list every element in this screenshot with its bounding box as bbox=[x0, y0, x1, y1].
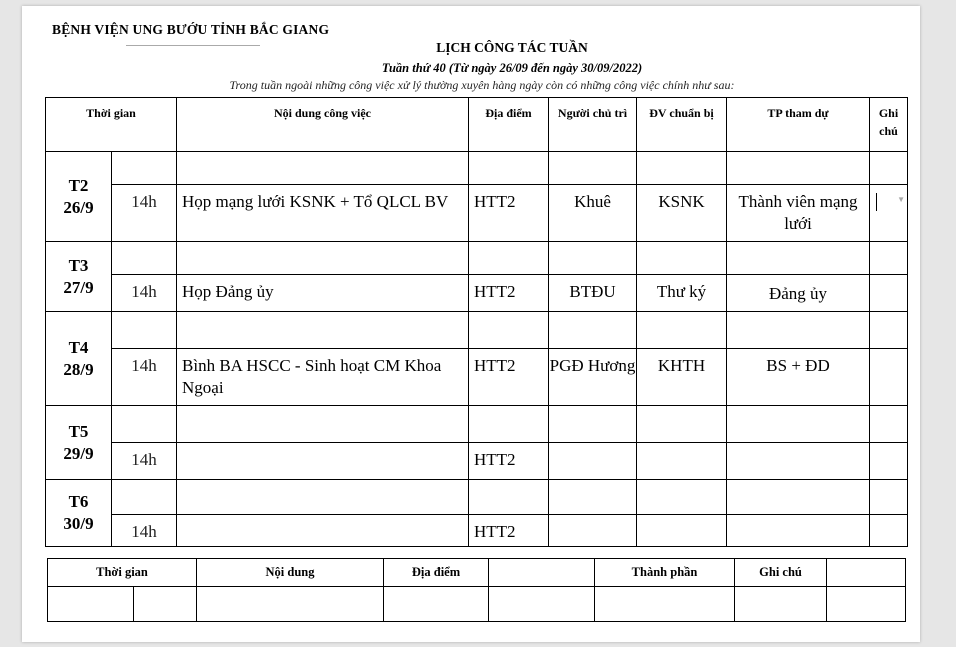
table-cell[interactable] bbox=[549, 242, 637, 275]
place-cell[interactable]: HTT2 bbox=[469, 275, 549, 312]
content-cell[interactable]: Họp mạng lưới KSNK + Tổ QLCL BV bbox=[177, 185, 469, 242]
table-cell[interactable] bbox=[870, 406, 908, 443]
table-cell[interactable] bbox=[197, 587, 384, 622]
table-cell[interactable] bbox=[870, 312, 908, 349]
host-cell[interactable]: PGĐ Hương bbox=[549, 349, 637, 406]
table-cell[interactable] bbox=[870, 480, 908, 515]
header-content[interactable]: Nội dung công việc bbox=[177, 98, 469, 152]
table-row bbox=[46, 152, 908, 185]
table-cell[interactable] bbox=[735, 587, 827, 622]
unit-cell[interactable] bbox=[637, 443, 727, 480]
table-cell[interactable] bbox=[469, 312, 549, 349]
attendees-cell[interactable]: BS + ĐD bbox=[727, 349, 870, 406]
place-cell[interactable]: HTT2 bbox=[469, 443, 549, 480]
table-cell[interactable] bbox=[637, 312, 727, 349]
hospital-name: BỆNH VIỆN UNG BƯỚU TỈNH BẮC GIANG bbox=[52, 22, 330, 37]
host-cell[interactable] bbox=[549, 443, 637, 480]
table-cell[interactable] bbox=[112, 242, 177, 275]
schedule-table bbox=[45, 97, 908, 547]
host-cell[interactable]: Khuê bbox=[549, 185, 637, 242]
table-row bbox=[46, 275, 908, 312]
attendees-cell[interactable]: Đảng ủy bbox=[727, 275, 870, 312]
unit-cell[interactable]: Thư ký bbox=[637, 275, 727, 312]
table-cell[interactable] bbox=[177, 480, 469, 515]
header-attendees[interactable]: TP tham dự bbox=[727, 98, 870, 152]
document-page bbox=[22, 6, 920, 642]
table-cell[interactable] bbox=[177, 406, 469, 443]
note-cell[interactable] bbox=[870, 515, 908, 547]
table-row bbox=[46, 480, 908, 515]
content-cell[interactable]: Bình BA HSCC - Sinh hoạt CM Khoa Ngoại bbox=[177, 349, 469, 406]
table-cell[interactable] bbox=[727, 406, 870, 443]
table-cell[interactable] bbox=[177, 242, 469, 275]
table-row bbox=[48, 587, 906, 622]
table-cell[interactable] bbox=[177, 312, 469, 349]
table-cell[interactable] bbox=[384, 587, 489, 622]
content-cell[interactable] bbox=[177, 443, 469, 480]
table-cell[interactable] bbox=[112, 406, 177, 443]
table-cell[interactable] bbox=[469, 480, 549, 515]
table-row bbox=[46, 406, 908, 443]
table-cell[interactable] bbox=[870, 242, 908, 275]
hospital-underline bbox=[126, 45, 260, 46]
host-cell[interactable] bbox=[549, 515, 637, 547]
time-cell[interactable]: 14h bbox=[112, 275, 177, 312]
schedule-title: LỊCH CÔNG TÁC TUẦN bbox=[436, 40, 588, 55]
header-unit[interactable]: ĐV chuẩn bị bbox=[637, 98, 727, 152]
table-cell[interactable] bbox=[549, 312, 637, 349]
table-cell[interactable] bbox=[827, 587, 906, 622]
day-cell[interactable]: T6 30/9 bbox=[46, 480, 112, 547]
time-cell[interactable]: 14h bbox=[112, 349, 177, 406]
time-cell[interactable]: 14h bbox=[112, 515, 177, 547]
table-cell[interactable] bbox=[489, 587, 595, 622]
table-cell[interactable] bbox=[637, 406, 727, 443]
table-cell[interactable] bbox=[112, 312, 177, 349]
unit-cell[interactable] bbox=[637, 515, 727, 547]
unit-cell[interactable]: KHTH bbox=[637, 349, 727, 406]
table-cell[interactable] bbox=[469, 242, 549, 275]
table-cell[interactable] bbox=[549, 480, 637, 515]
day-cell[interactable]: T3 27/9 bbox=[46, 242, 112, 312]
bottom-header-note[interactable]: Ghi chú bbox=[735, 559, 827, 587]
text-cursor bbox=[876, 193, 877, 211]
table-cell[interactable] bbox=[112, 152, 177, 185]
table-cell[interactable] bbox=[637, 152, 727, 185]
note-cell[interactable] bbox=[870, 349, 908, 406]
content-cell[interactable]: Họp Đảng ủy bbox=[177, 275, 469, 312]
attendees-cell[interactable] bbox=[727, 515, 870, 547]
table-cell[interactable] bbox=[549, 152, 637, 185]
place-cell[interactable]: HTT2 bbox=[469, 515, 549, 547]
time-cell[interactable]: 14h bbox=[112, 443, 177, 480]
attendees-cell[interactable]: Thành viên mạng lưới bbox=[727, 185, 870, 242]
bottom-header-extra[interactable] bbox=[827, 559, 906, 587]
table-row bbox=[46, 349, 908, 406]
content-cell[interactable] bbox=[177, 515, 469, 547]
attendees-cell[interactable] bbox=[727, 443, 870, 480]
table-cell[interactable] bbox=[595, 587, 735, 622]
table-cell[interactable] bbox=[134, 587, 197, 622]
bottom-header-place[interactable]: Địa điểm bbox=[384, 559, 489, 587]
week-range: Tuần thứ 40 (Từ ngày 26/09 đến ngày 30/09/2022) bbox=[381, 61, 643, 75]
table-cell[interactable] bbox=[727, 152, 870, 185]
table-cell[interactable] bbox=[727, 480, 870, 515]
bottom-header-members[interactable]: Thành phần bbox=[595, 559, 735, 587]
secondary-table bbox=[47, 558, 906, 622]
table-row bbox=[46, 443, 908, 480]
table-row bbox=[46, 515, 908, 547]
dropdown-arrow-icon[interactable]: ▼ bbox=[897, 195, 906, 204]
day-cell[interactable]: T5 29/9 bbox=[46, 406, 112, 480]
table-cell[interactable] bbox=[469, 406, 549, 443]
table-cell[interactable] bbox=[727, 312, 870, 349]
table-row bbox=[46, 312, 908, 349]
unit-cell[interactable]: KSNK bbox=[637, 185, 727, 242]
table-cell[interactable] bbox=[637, 242, 727, 275]
table-cell[interactable] bbox=[727, 242, 870, 275]
day-cell[interactable]: T2 26/9 bbox=[46, 152, 112, 242]
bottom-header-time[interactable]: Thời gian bbox=[48, 559, 197, 587]
note-cell[interactable] bbox=[870, 185, 908, 242]
table-cell[interactable] bbox=[112, 480, 177, 515]
note-cell[interactable] bbox=[870, 275, 908, 312]
day-cell[interactable]: T4 28/9 bbox=[46, 312, 112, 406]
place-cell[interactable]: HTT2 bbox=[469, 185, 549, 242]
table-cell[interactable] bbox=[549, 406, 637, 443]
bottom-header-content[interactable]: Nội dung bbox=[197, 559, 384, 587]
table-cell[interactable] bbox=[469, 152, 549, 185]
header-time[interactable]: Thời gian bbox=[46, 98, 177, 152]
bottom-header-blank[interactable] bbox=[489, 559, 595, 587]
table-row bbox=[46, 242, 908, 275]
table-cell[interactable] bbox=[637, 480, 727, 515]
intro-note: Trong tuần ngoài những công việc xử lý thường xuyên hàng ngày còn có những công việc chính như sau: bbox=[229, 78, 735, 92]
header-host[interactable]: Người chủ trì bbox=[549, 98, 637, 152]
host-cell[interactable]: BTĐU bbox=[549, 275, 637, 312]
place-cell[interactable]: HTT2 bbox=[469, 349, 549, 406]
note-cell[interactable] bbox=[870, 443, 908, 480]
table-cell[interactable] bbox=[177, 152, 469, 185]
time-cell[interactable]: 14h bbox=[112, 185, 177, 242]
header-note[interactable]: Ghi chú bbox=[870, 98, 908, 152]
table-cell[interactable] bbox=[870, 152, 908, 185]
table-cell[interactable] bbox=[48, 587, 134, 622]
table-row bbox=[46, 185, 908, 242]
header-place[interactable]: Địa điểm bbox=[469, 98, 549, 152]
